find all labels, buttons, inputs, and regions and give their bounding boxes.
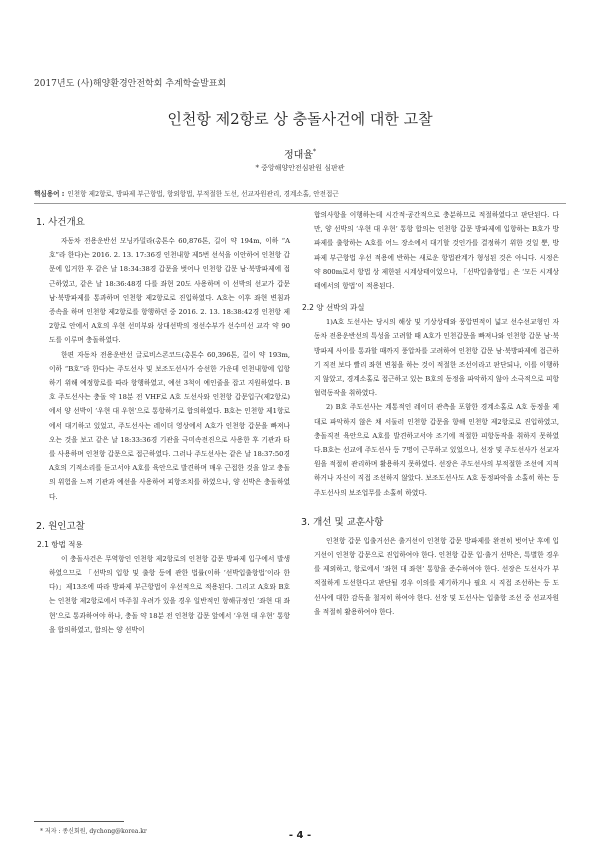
section-2-2-paragraph-1: 1)A호 도선사는 당시의 해상 및 기상상태와 풍압면적이 넓고 선수선교형인 자동차 전용운반선의 특성을 고려할 때 A호가 인천갑문을 빠져나와 인천항 갑문 남·북방파제 사이를 통과할 때까지 풍압차를 고려하여 인천항 갑문 남·북방파제에 접근하기 직전 보다 빨리 좌현 변침을 하는 것이 적절한 조선이라고 판단되나, 이를 이행하지 않았고, 경계소홀로 접근하고 있는 B호의 동정을 파악하지 않아 소극적으로 피항협력동작을 취하였다. [314,318,559,398]
section-1-paragraph-2: 한편 자동차 전용운반선 글로비스콘코드(총톤수 60,396톤, 길이 약 193m, 이하 “B호”라 한다)는 주도선사 및 보조도선사가 승선한 가운데 인천내항에 입항하기 위해 예정항로를 따라 항행하였고, 예선 3척이 예인줄을 잡고 지원하였다. B호 주도선사는 충돌 약 18분 전 VHF로 A호 도선사와 인천항 갑문입구(제2항로)에서 양 선박이 ‘우현 대 우현’으로 통항하기로 합의하였다. B호는 인천항 제1항로에서 대기하고 있었고, 주도선사는 레이더 영상에서 A호가 인천항 갑문을 빠져나오는 것을 보고 같은 날 18:33:36경 기관을 극미속전진으로 사용한 후 기관과 타를 사용하며 인천항 갑문으로 접근하였다. 그러나 주도선사는 같은 날 18:37:50경 A호의 기적소리를 듣고서야 A호를 육안으로 발견하며 매우 근접한 것을 알고 충돌의 위험을 느껴 기관과 예선을 사용하여 피항조치를 하였으나, 양 선박은 충돌하였다. [49,350,290,501]
keywords-label: 핵심용어 : [34,190,65,198]
section-2-1-paragraph-2: 합의사항을 이행하는데 시간적·공간적으로 충분하므로 적절하였다고 판단된다. 다만, 양 선박의 ‘우현 대 우현’ 통항 합의는 인천항 갑문 방파제에 입항하는 B호가 방파제를 출항하는 A호를 어느 장소에서 대기할 것인가를 결정하기 위한 것일 뿐, 방파제 부근항법 우선 적용에 반하는 새로운 항법관계가 형성된 것은 아니다. 시정은 약 800m로서 항법 상 제한된 시계상태이었으나, 「선박입출항법」은 ‘모든 시계상태에서의 항법’이 적용된다. [314,211,559,291]
section-3-paragraph-1: 인천항 갑문 입출거선은 출거선이 인천항 갑문 방파제를 완전히 벗어난 후에 입거선이 인천항 갑문으로 진입하여야 한다. 인천항 갑문 입·출거 선박은, 특별한 경우를 제외하고, 항로에서 ‘좌현 대 좌현’ 통항을 준수하여야 한다. 선장은 도선사가 부적절하게 도선한다고 판단될 경우 이의를 제기하거나 필요 시 직접 조선하는 등 도선사에 대한 감독을 철저히 하여야 한다. 선장 및 도선사는 입출항 조선 중 선교자원을 적절히 활용하여야 한다. [314,536,559,616]
keywords [34,188,339,198]
left-column [36,208,290,637]
footnote: * 저자 : 종신회원, dychong@korea.kr [40,828,147,835]
section-2-2-paragraph-2: 2) B호 주도선사는 계통적인 레이더 관측을 포함한 경계소홀로 A호 동정을 제대로 파악하지 않은 채 서둘러 인천항 갑문을 향해 인천항 제2항로로 진입하였고, 충돌직전 육안으로 A호를 발견하고서야 조기에 적절한 피항동작을 취하지 못하였다.B호는 선교에 주도선사 등 7명이 근무하고 있었으나, 선장 및 주도선사가 선교자원을 적절히 관리하며 활용하지 못하였다. 선장은 주도선사의 부적절한 조선에 지적하거나 자신이 직접 조선하지 않았다. 보조도선사도 A호 동정파악을 소홀히 하는 등 주도선사의 보조업무를 소홀히 하였다. [314,403,559,497]
spacer [49,504,290,512]
section-1-heading: 1. 사건개요 [36,217,85,228]
affiliation: * 중앙해양안전심판원 심판관 [255,164,345,172]
keywords-text: 인천항 제2항로, 방파제 부근항법, 항외항법, 부적절한 도선, 선교자원관리, 경계소홀, 안전접근 [67,190,339,198]
author-name: 정대율 [284,150,313,161]
header-divider [34,203,566,204]
paper-title: 인천항 제2항로 상 충돌사건에 대한 고찰 [167,110,433,128]
spacer [314,293,559,301]
footnote-divider [34,821,124,822]
page-number: - 4 - [288,830,312,841]
section-2-2-heading: 2.2 양 선박의 과실 [302,303,365,313]
section-2-heading: 2. 원인고찰 [36,520,85,532]
section-2-1-paragraph-1: 이 충돌사건은 무역항인 인천항 제2항로의 인천항 갑문 방파제 입구에서 발생하였으므로 「선박의 입항 및 출항 등에 관한 법률(이하 ‘선박입출항법’이라 한다)」제13조에 따라 방파제 부근항법이 우선적으로 적용된다. 그리고 A호와 B호는 인천항 제2항로에서 마주칠 우려가 있을 경우 일반적인 항해규정인 ‘좌현 대 좌현’으로 통과하여야 하나, 충돌 약 18분 전 인천항 갑문 앞에서 ‘우현 대 우현’ 통항을 합의하였고, 합의는 양 선박이 [49,554,290,634]
conference-header: 2017년도 (사)해양환경안전학회 추계학술발표회 [34,79,227,89]
section-3-heading: 3. 개선 및 교훈사항 [301,516,384,528]
section-1-paragraph-1: 자동차 전용운반선 모닝카밀라(총톤수 60,876톤, 길이 약 194m, 이하 “A호”라 한다)는 2016. 2. 13. 17:36경 인천내항 제5번 선석을 이안하여 인천항 갑문에 입거한 후 같은 날 18:34:38경 갑문을 벗어나 인천항 갑문 남·북방파제에 접근하였고, 같은 날 18:36:48경 다를 좌현 20도 사용하며 이 선박의 선교가 갑문 남·북방파제를 통과하며 인천항 제2항로로 진입하였다. A호는 이후 좌현 변침과 증속을 하며 인천항 제2항로를 항행하던 중 2016. 2. 13. 18:38:42경 인천항 제2항로 안에서 A호의 우현 선미부와 상대선박의 정선수부가 선수미선 교각 약 90도를 이루며 충돌하였다. [49,237,290,345]
right-column [301,208,559,619]
author [0,146,600,161]
spacer [314,500,559,508]
section-2-1-heading: 2.1 항법 적용 [37,539,83,549]
author-footnote-mark: * [312,148,316,156]
